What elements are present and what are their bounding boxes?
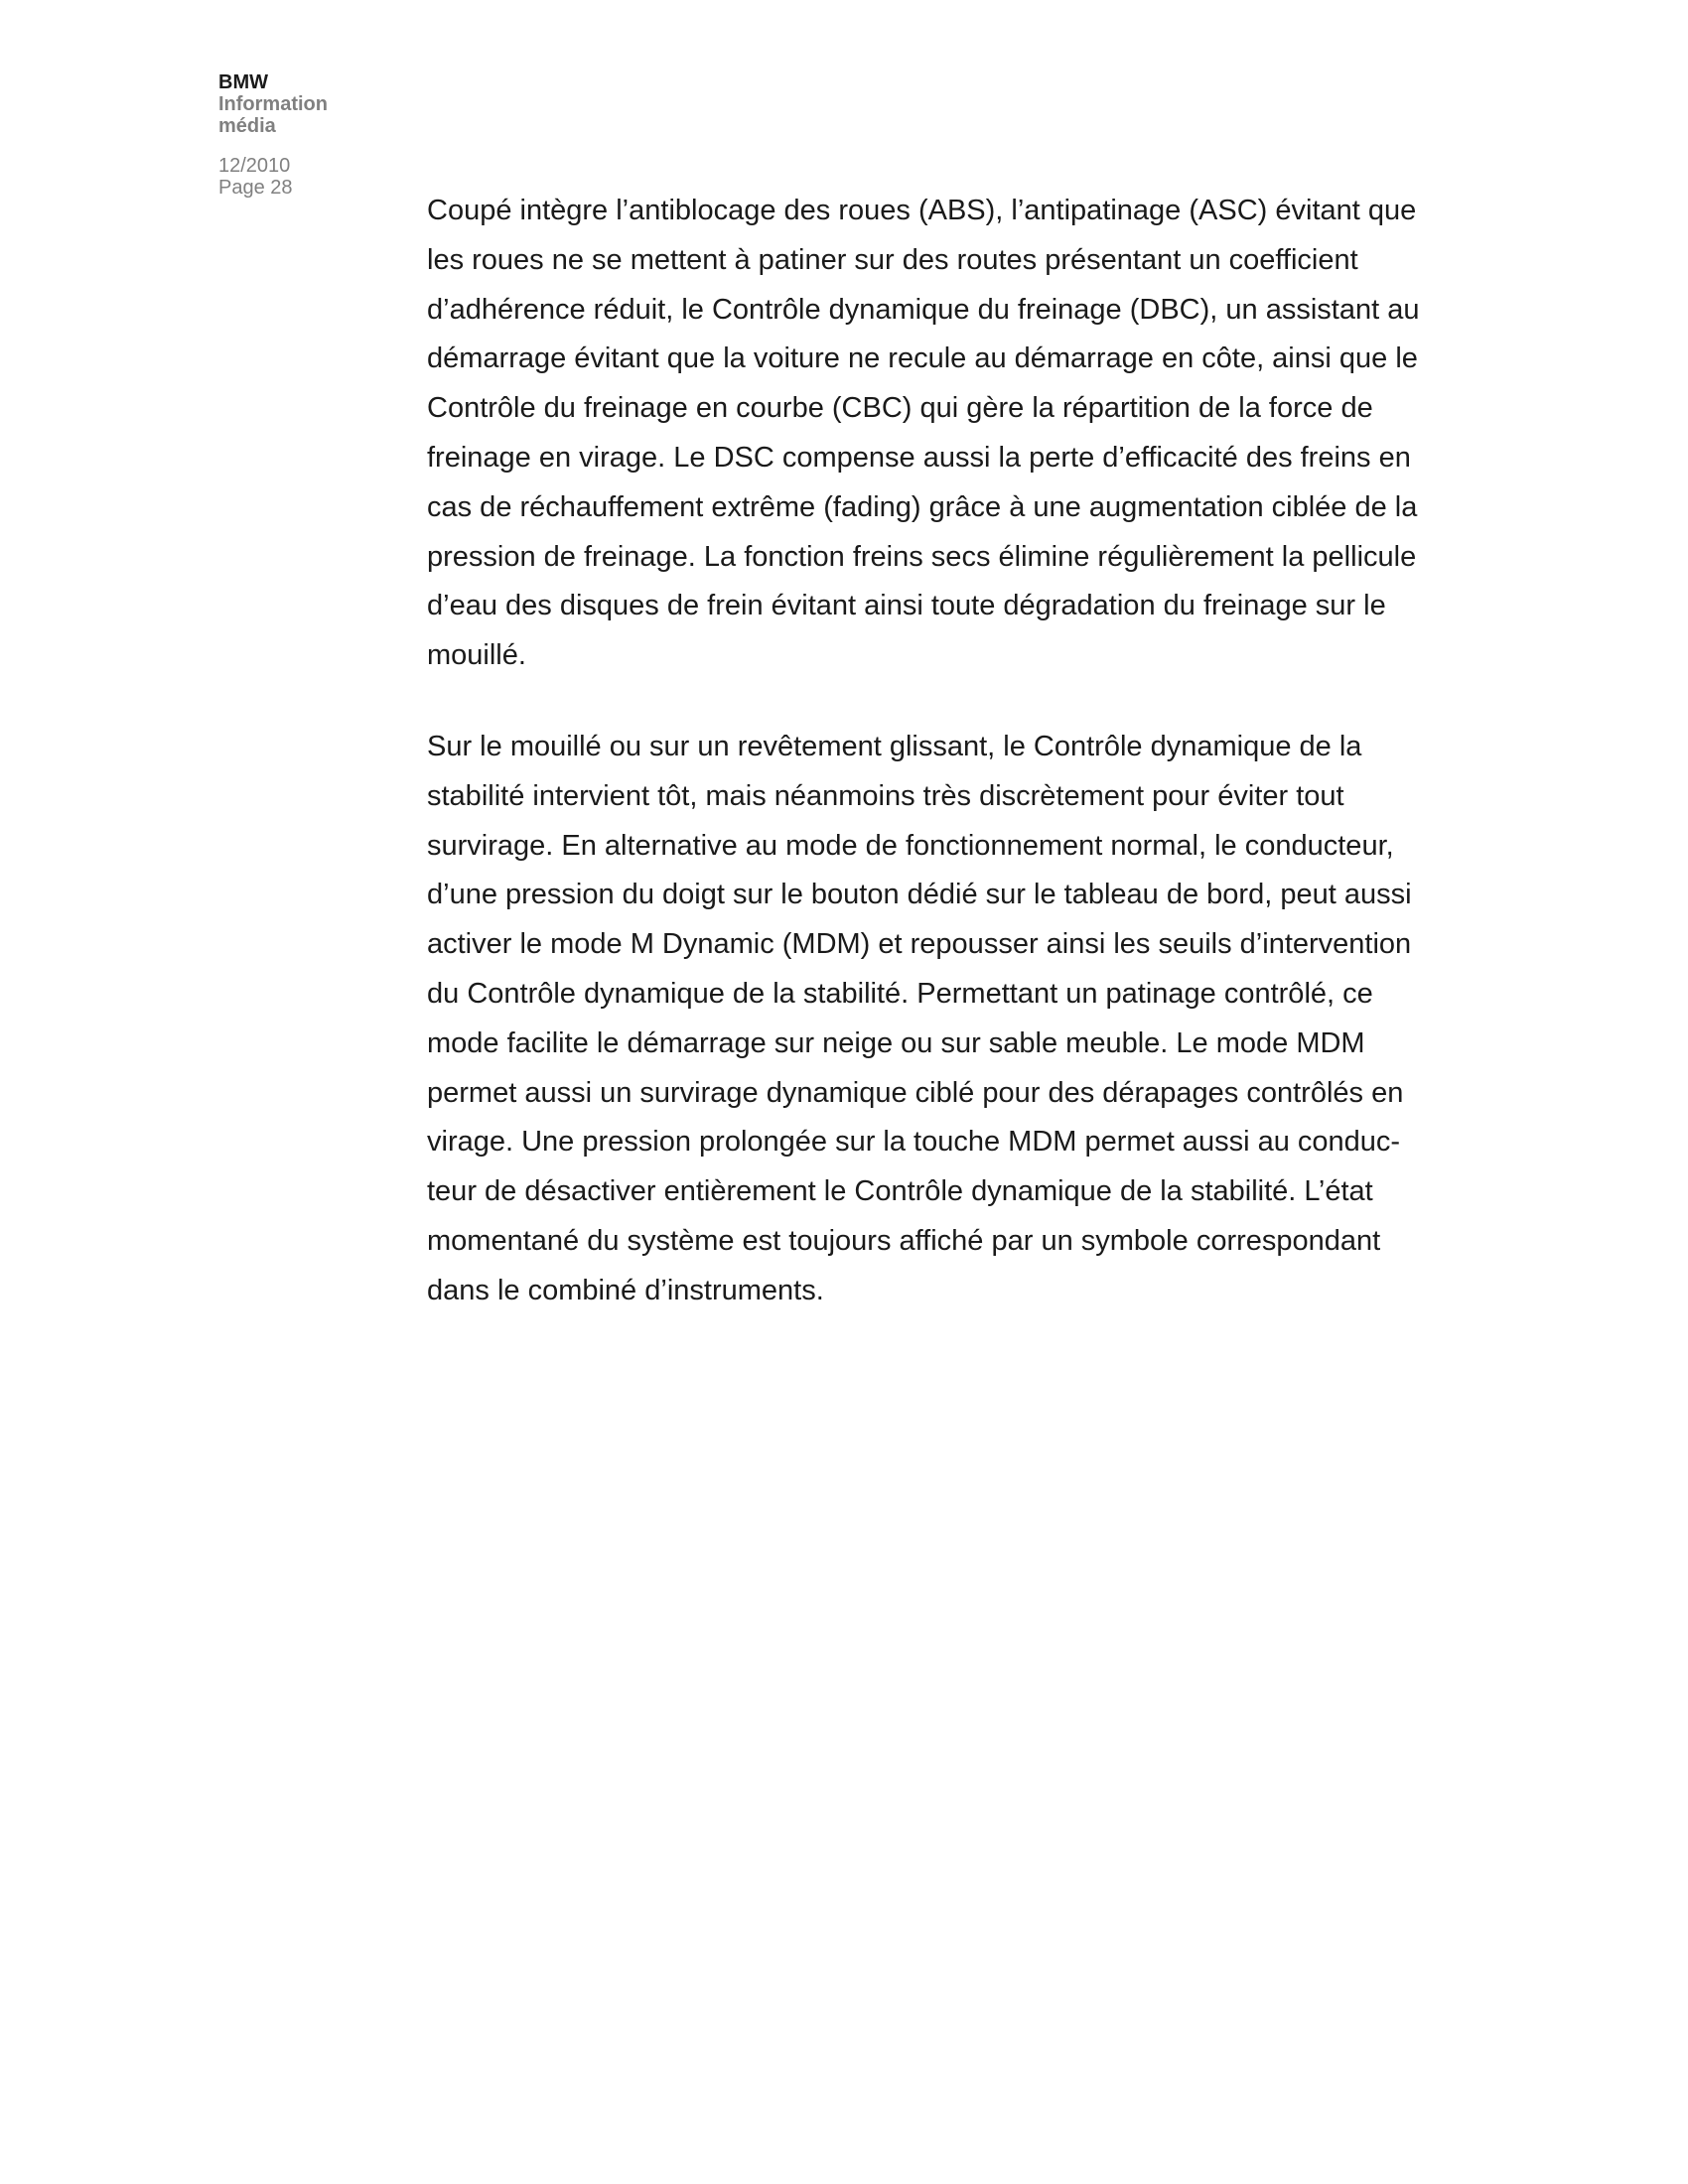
text-line: momentané du système est toujours affiché par un symbole correspondant: [427, 1224, 1381, 1257]
paragraph-2: [427, 723, 1420, 1316]
text-line: d’une pression du doigt sur le bouton dédié sur le tableau de bord, peut aussi: [427, 879, 1412, 911]
text-line: virage. Une pression prolongée sur la touche MDM permet aussi au conduc-: [427, 1126, 1401, 1159]
header-media-line: média: [218, 115, 276, 137]
text-line: d’adhérence réduit, le Contrôle dynamique du freinage (DBC), un assistant au: [427, 293, 1420, 326]
body-text: [427, 187, 1420, 1358]
text-line: activer le mode M Dynamic (MDM) et repousser ainsi les seuils d’intervention: [427, 928, 1412, 961]
text-line: freinage en virage. Le DSC compense aussi la perte d’efficacité des freins en: [427, 441, 1411, 474]
text-line: mouillé.: [427, 639, 526, 672]
document-date: 12/2010: [218, 155, 291, 177]
document-meta: [218, 155, 397, 199]
text-line: stabilité intervient tôt, mais néanmoins très discrètement pour éviter tout: [427, 779, 1344, 812]
header-info-line: Information: [218, 93, 328, 115]
document-header: [218, 71, 397, 199]
paragraph-1: [427, 187, 1420, 681]
text-line: Sur le mouillé ou sur un revêtement glissant, le Contrôle dynamique de la: [427, 730, 1362, 762]
text-line: permet aussi un survirage dynamique ciblé pour des dérapages contrôlés en: [427, 1076, 1404, 1109]
brand-name: BMW: [218, 71, 268, 93]
text-line: Contrôle du freinage en courbe (CBC) qui gère la répartition de la force de: [427, 392, 1373, 425]
text-line: pression de freinage. La fonction freins secs élimine régulièrement la pellicule: [427, 540, 1417, 573]
text-line: du Contrôle dynamique de la stabilité. Permettant un patinage contrôlé, ce: [427, 977, 1373, 1010]
text-line: teur de désactiver entièrement le Contrôle dynamique de la stabilité. L’état: [427, 1175, 1373, 1208]
text-line: d’eau des disques de frein évitant ainsi toute dégradation du freinage sur le: [427, 590, 1386, 622]
text-line: mode facilite le démarrage sur neige ou sur sable meuble. Le mode MDM: [427, 1026, 1365, 1059]
text-line: survirage. En alternative au mode de fonctionnement normal, le conducteur,: [427, 829, 1394, 862]
text-line: démarrage évitant que la voiture ne recule au démarrage en côte, ainsi que le: [427, 342, 1418, 375]
text-line: cas de réchauffement extrême (fading) grâce à une augmentation ciblée de la: [427, 490, 1418, 523]
page-number: Page 28: [218, 177, 293, 199]
text-line: dans le combiné d’instruments.: [427, 1274, 824, 1306]
text-line: Coupé intègre l’antiblocage des roues (ABS), l’antipatinage (ASC) évitant que: [427, 195, 1417, 226]
text-line: les roues ne se mettent à patiner sur des routes présentant un coefficient: [427, 243, 1358, 276]
